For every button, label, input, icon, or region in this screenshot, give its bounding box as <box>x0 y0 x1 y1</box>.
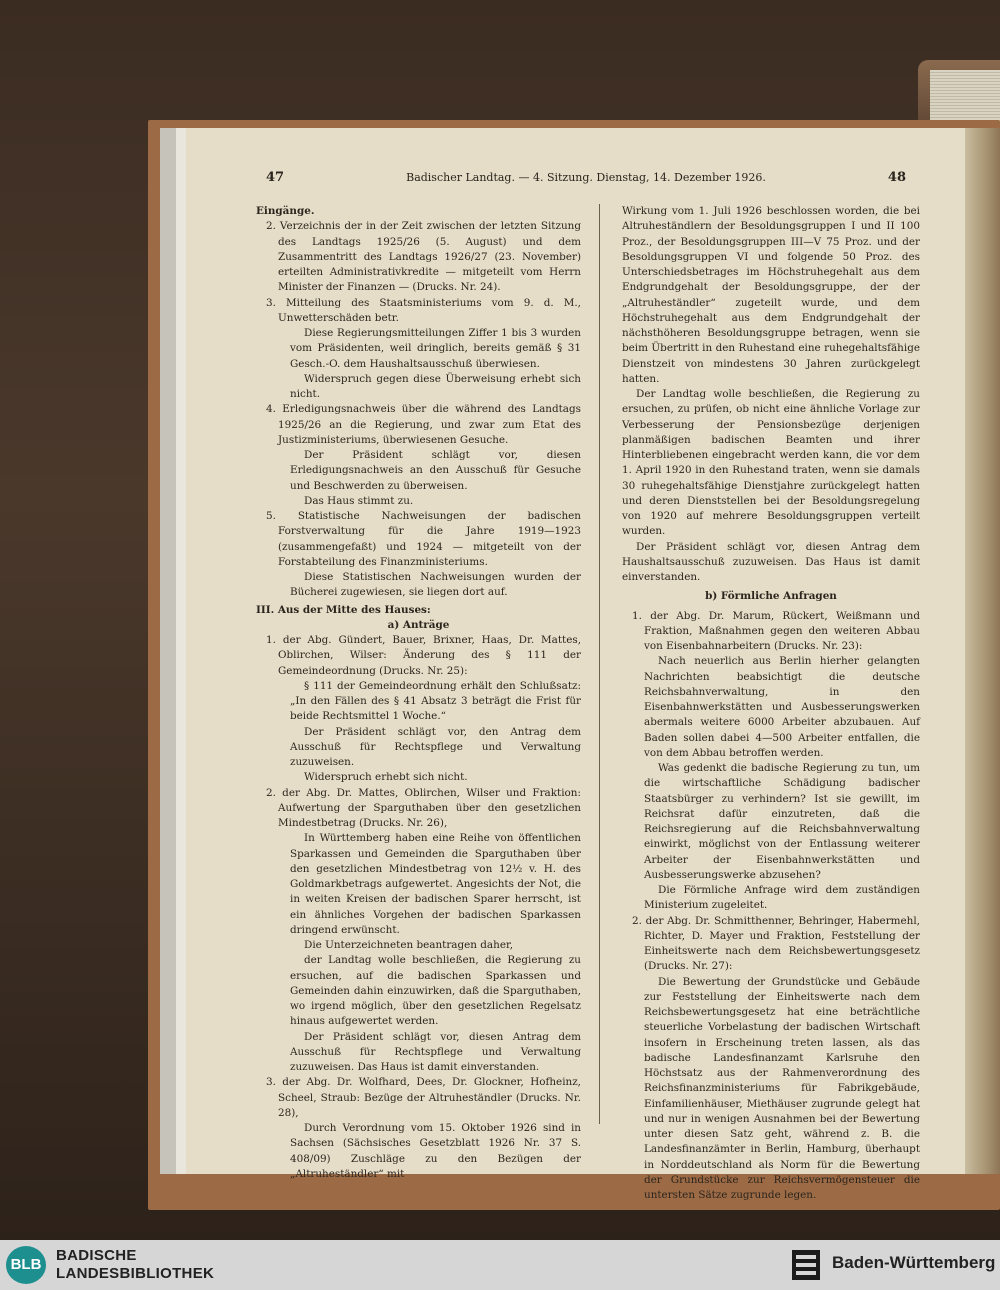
coat-of-arms-icon <box>790 1246 822 1284</box>
paragraph: Widerspruch gegen diese Überweisung erhebt sich nicht. <box>290 372 581 400</box>
paragraph: Die Unterzeichneten beantragen daher, <box>304 939 514 951</box>
page-number-right: 48 <box>887 170 906 185</box>
paragraph: Nach neuerlich aus Berlin hierher gelangten Nachrichten beabsichtigt die deutsche Reichsbahnverwaltung, in den Eisenbahnwerkstätten und Ausbesserungswerken abermals weitere 6000 Arbeiter abzubauen. Auf Baden sollen dabei 4—500 Arbeiter entfallen, die von dem Abbau betroffen werden. <box>644 655 920 759</box>
page-fold <box>965 128 1000 1174</box>
state-name[interactable]: Baden-Württemberg <box>832 1253 996 1272</box>
paragraph: Widerspruch erhebt sich nicht. <box>304 771 468 784</box>
paragraph: Diese Statistischen Nachweisungen wurden der Bücherei zugewiesen, sie liegen dort auf. <box>290 571 581 599</box>
section-heading: III. Aus der Mitte des Hauses: <box>256 603 431 616</box>
section-heading: Eingänge. <box>256 205 315 217</box>
page-number-left: 47 <box>266 170 285 185</box>
paragraph: Der Präsident schlägt vor, den Antrag dem Ausschuß für Rechtspflege und Verwaltung zuzuweisen. <box>290 725 581 768</box>
paragraph: Wirkung vom 1. Juli 1926 beschlossen worden, die bei Altruheständlern der Besoldungsgruppen I und II 100 Proz., der Besoldungsgruppen III—V 75 Proz. und der Besoldungsgruppen VI und folgende 50 Proz. des Unterschiedsbetrages im Höchstruhegehalt aus dem Endgrundgehalt der Besoldungsgruppe, der der „Altruheständler“ zugeteilt wurde, und dem Höchstruhegehalt aus dem Endgrundgehalt der nächsthöheren Besoldungsgruppe betragen, wenn sie beim Übertritt in den Ruhestand eine ruhegehaltsfähige Dienstzeit von mindestens 30 Jahren zurückgelegt hatten. <box>622 205 920 385</box>
paragraph: 2. der Abg. Dr. Mattes, Oblirchen, Wilser und Fraktion: Aufwertung der Sparguthaben über den gesetzlichen Mindestbetrag (Drucks. Nr. 26), <box>266 786 581 829</box>
paragraph: Das Haus stimmt zu. <box>304 494 414 507</box>
paragraph: In Württemberg haben eine Reihe von öffentlichen Sparkassen und Gemeinden die Sparguthaben über den gesetzlichen Mindestbetrag von 12½ v. H. des Goldmarkbetrags aufgewertet. Angesichts der Not, die in weiten Kreisen der badischen Sparer herrscht, ist ein ähnliches Vorgehen der badischen Sparkassen dringend erwünscht. <box>290 832 581 936</box>
subsection-heading: b) Förmliche Anfragen <box>705 590 837 603</box>
paragraph: 2. der Abg. Dr. Schmitthenner, Behringer, Habermehl, Richter, D. Mayer und Fraktion, Feststellung der Einheitswerte nach dem Reichsbewertungsgesetz (Drucks. Nr. 27): <box>632 914 920 973</box>
column-divider <box>599 204 600 1124</box>
paragraph: 5. Statistische Nachweisungen der badischen Forstverwaltung für die Jahre 1919—1923 (zusammengefaßt) und 1924 — mitgeteilt von der Forstabteilung des Finanzministeriums. <box>266 510 581 568</box>
paragraph: Diese Regierungsmitteilungen Ziffer 1 bis 3 wurden vom Präsidenten, weil dringlich, bereits gemäß § 31 Gesch.-O. dem Haushaltsausschuß überwiesen. <box>290 327 581 370</box>
viewer-footer <box>0 1240 1000 1290</box>
right-column <box>622 204 920 1203</box>
paragraph: § 111 der Gemeindeordnung erhält den Schlußsatz: „In den Fällen des § 41 Absatz 3 beträgt die Frist für beide Rechtsmittel 1 Woche.“ <box>290 679 581 723</box>
paragraph: Die Förmliche Anfrage wird dem zuständigen Ministerium zugeleitet. <box>644 884 920 912</box>
paragraph: 3. Mitteilung des Staatsministeriums vom 9. d. M., Unwetterschäden betr. <box>266 296 581 324</box>
paragraph: Die Bewertung der Grundstücke und Gebäude zur Feststellung der Einheitswerte nach dem Reichsbewertungsgesetz hat eine beträchtliche steuerliche Vorbelastung der badischen Wirtschaft insofern in Erscheinung treten lassen, als das badische Landesfinanzamt Karlsruhe den Höchstsatz aus der Rahmenverordnung des Reichsfinanzministeriums für Fabrikgebäude, Einfamilienhäuser, Miethäuser zugrunde gelegt hat und nur in wenigen Ausnahmen bei der Bewertung unter diesen Satz geht, während z. B. die Landesfinanzämter in Berlin, Hamburg, überhaupt in Norddeutschland als Norm für die Bewertung der Grundstücke zur Reichsvermögensteuer die untersten Sätze zugrunde legen. <box>644 975 920 1201</box>
library-name-line1: BADISCHE <box>56 1247 137 1264</box>
paragraph: Was gedenkt die badische Regierung zu tun, um die wirtschaftliche Schädigung badischer Staatsbürger zu verhindern? Ist sie gewillt, im Reichsrat dafür einzutreten, daß die Reichsregierung auf die Reichsbahnverwaltung einwirkt, möglichst von der Entlassung weiterer Arbeiter der Eisenbahnwerkstätten und Ausbesserungswerke abzusehen? <box>644 762 920 881</box>
paragraph: Durch Verordnung vom 15. Oktober 1926 sind in Sachsen (Sächsisches Gesetzblatt 1926 Nr. 37 S. 408/09) Zuschläge zu den Bezügen der „Altruheständler“ mit <box>290 1122 581 1180</box>
paragraph: Der Präsident schlägt vor, diesen Antrag dem Haushaltsausschuß zuzuweisen. Das Haus ist damit einverstanden. <box>622 540 920 583</box>
paragraph: Der Präsident schlägt vor, diesen Erledigungsnachweis an den Ausschuß für Gesuche und Beschwerden zu überweisen. <box>290 449 581 492</box>
paragraph: 4. Erledigungsnachweis über die während des Landtags 1925/26 an die Regierung, und zwar zum Etat des Justizministeriums, überwiesenen Gesuche. <box>266 403 581 446</box>
paragraph: Der Landtag wolle beschließen, die Regierung zu ersuchen, zu prüfen, ob nicht eine ähnliche Vorlage zur Verbesserung der Pensionsbezüge derjenigen planmäßigen badischen Beamten und ihrer Hinterbliebenen eingebracht werden kann, die vor dem 1. April 1920 in den Ruhestand traten, wenn sie damals 30 ruhegehaltsfähige Dienstjahre zurückgelegt hatten und deren Dienststellen bei der Besoldungsregelung von 1920 auf mehrere Besoldungsgruppen verteilt wurden. <box>622 388 920 538</box>
subsection-heading: a) Anträge <box>387 618 450 631</box>
paragraph: 1. der Abg. Dr. Marum, Rückert, Weißmann und Fraktion, Maßnahmen gegen den weiteren Abbau von Eisenbahnarbeitern (Drucks. Nr. 23): <box>632 609 920 652</box>
paragraph: der Landtag wolle beschließen, die Regierung zu ersuchen, auf die badischen Sparkassen und Gemeinden dahin einzuwirken, daß die Sparguthaben, wo irgend möglich, über den gesetzlichen Regelsatz hinaus aufgewertet werden. <box>290 954 581 1028</box>
paragraph: 1. der Abg. Gündert, Bauer, Brixner, Haas, Dr. Mattes, Oblirchen, Wilser: Änderung des § 111 der Gemeindeordnung (Drucks. Nr. 25): <box>266 634 581 677</box>
paragraph: 3. der Abg. Dr. Wolfhard, Dees, Dr. Glockner, Hofheinz, Scheel, Straub: Bezüge der Altruheständler (Drucks. Nr. 28), <box>266 1076 581 1119</box>
paragraph: Der Präsident schlägt vor, diesen Antrag dem Ausschuß für Rechtspflege und Verwaltung zuzuweisen. Das Haus ist damit einverstanden. <box>290 1030 581 1073</box>
cover-margin <box>176 128 186 1174</box>
left-column <box>256 204 581 1182</box>
paragraph: 2. Verzeichnis der in der Zeit zwischen der letzten Sitzung des Landtags 1925/26 (5. August) und dem Zusammentritt des Landtags 1926/27 (23. November) erteilten Administrativkredite — mitgeteilt vom Herrn Minister der Finanzen — (Drucks. Nr. 24). <box>266 220 581 294</box>
blb-logo[interactable]: BLB <box>6 1246 46 1284</box>
running-title: Badischer Landtag. — 4. Sitzung. Dienstag, 14. Dezember 1926. <box>406 171 766 184</box>
library-name-line2: LANDESBIBLIOTHEK <box>56 1265 215 1282</box>
page-header <box>266 170 906 190</box>
library-name[interactable] <box>56 1247 214 1283</box>
